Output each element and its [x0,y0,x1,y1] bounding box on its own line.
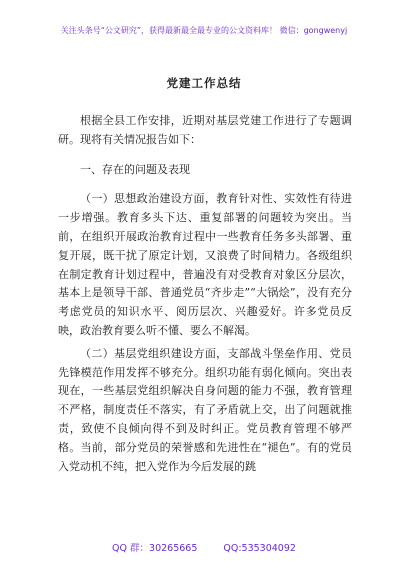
footer-contact [0,540,408,554]
document-body [58,112,352,476]
paragraph-ideological: （一）思想政治建设方面，教育针对性、实效性有待进一步增强。教育多头下达、重复部署的问题较为突出。当前，在组织开展政治教育过程中一些教育任务多头部署、重复开展，既干扰了原定计划，又浪费了时间精力。各级组织在制定教育计划过程中，普遍没有对受教育对象区分层次，基本上是领导干部、普通党员“齐步走”“大锅烩”，没有充分考虑党员的知识水平、阅历层次、兴趣爱好。许多党员反映，政治教育要么听不懂、要么不解渴。 [58,192,352,337]
section-heading: 一、存在的问题及表现 [80,162,190,176]
header-promo: 关注头条号“公文研究”，获得最新最全最专业的公文资料库！ 微信：gongwenyj [60,26,348,35]
document-title: 党建工作总结 [166,76,242,90]
intro-paragraph: 根据全县工作安排，近期对基层党建工作进行了专题调研。现将有关情况报告如下： [58,114,352,146]
footer-qq: QQ:535304092 [223,543,296,554]
paragraph-organization: （二）基层党组织建设方面，支部战斗堡垒作用、党员先锋模范作用发挥不够充分。组织功能有弱化倾向。突出表现在，一些基层党组织解决自身问题的能力不强，教育管理不严格，制度责任不落实，有了矛盾就上交，出了问题就推责，致使不良倾向得不到及时纠正。党员教育管理不够严格。当前，部分党员的荣誉感和先进性在“褪色”。有的党员入党动机不纯，把入党作为今后发展的跳 [58,346,352,473]
footer-qq-group: QQ 群：30265665 [112,543,198,554]
